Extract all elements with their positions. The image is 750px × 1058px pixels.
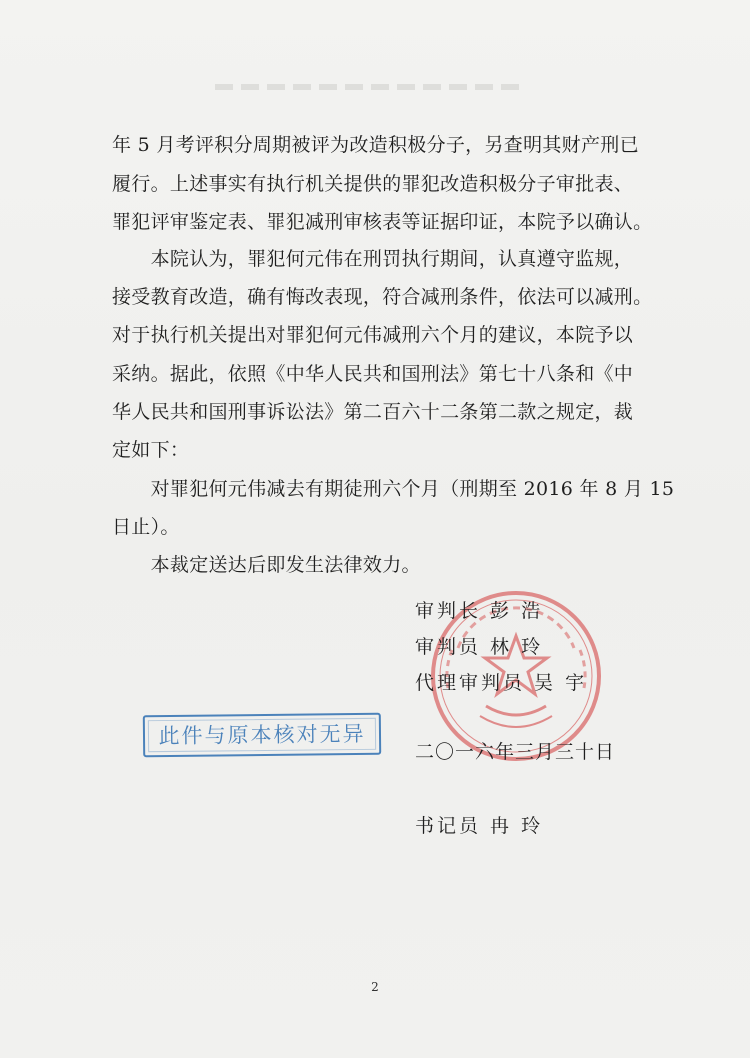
body-line: 定如下： bbox=[112, 439, 190, 461]
body-line: 履行。上述事实有执行机关提供的罪犯改造积极分子审批表、 bbox=[112, 173, 634, 195]
body-line: 本院认为，罪犯何元伟在刑罚执行期间，认真遵守监规， bbox=[112, 248, 634, 270]
body-line: 日止）。 bbox=[112, 516, 180, 538]
faded-header-marks bbox=[215, 84, 525, 90]
body-line: 对罪犯何元伟减去有期徒刑六个月（刑期至 2016 年 8 月 15 bbox=[112, 478, 675, 500]
ruling-date: 二〇一六年三月三十日 bbox=[415, 741, 616, 763]
body-line: 采纳。据此，依照《中华人民共和国刑法》第七十八条和《中 bbox=[112, 363, 634, 385]
body-line: 罪犯评审鉴定表、罪犯减刑审核表等证据印证，本院予以确认。 bbox=[112, 211, 653, 233]
body-line: 对于执行机关提出对罪犯何元伟减刑六个月的建议，本院予以 bbox=[112, 324, 634, 346]
body-line: 年 5 月考评积分周期被评为改造积极分子，另查明其财产刑已 bbox=[112, 134, 639, 156]
signature-acting-judge: 代理审判员 吴 宇 bbox=[415, 672, 588, 694]
copy-verified-stamp: 此件与原本核对无异 bbox=[143, 713, 381, 757]
page-number: 2 bbox=[371, 980, 379, 994]
signature-clerk: 书记员 冉 玲 bbox=[415, 815, 544, 837]
signature-presiding-judge: 审判长 彭 浩 bbox=[415, 600, 544, 622]
signature-judge: 审判员 林 玲 bbox=[415, 636, 544, 658]
body-line: 华人民共和国刑事诉讼法》第二百六十二条第二款之规定，裁 bbox=[112, 401, 634, 423]
body-line: 本裁定送达后即发生法律效力。 bbox=[112, 554, 421, 576]
body-line: 接受教育改造，确有悔改表现，符合减刑条件，依法可以减刑。 bbox=[112, 286, 653, 308]
